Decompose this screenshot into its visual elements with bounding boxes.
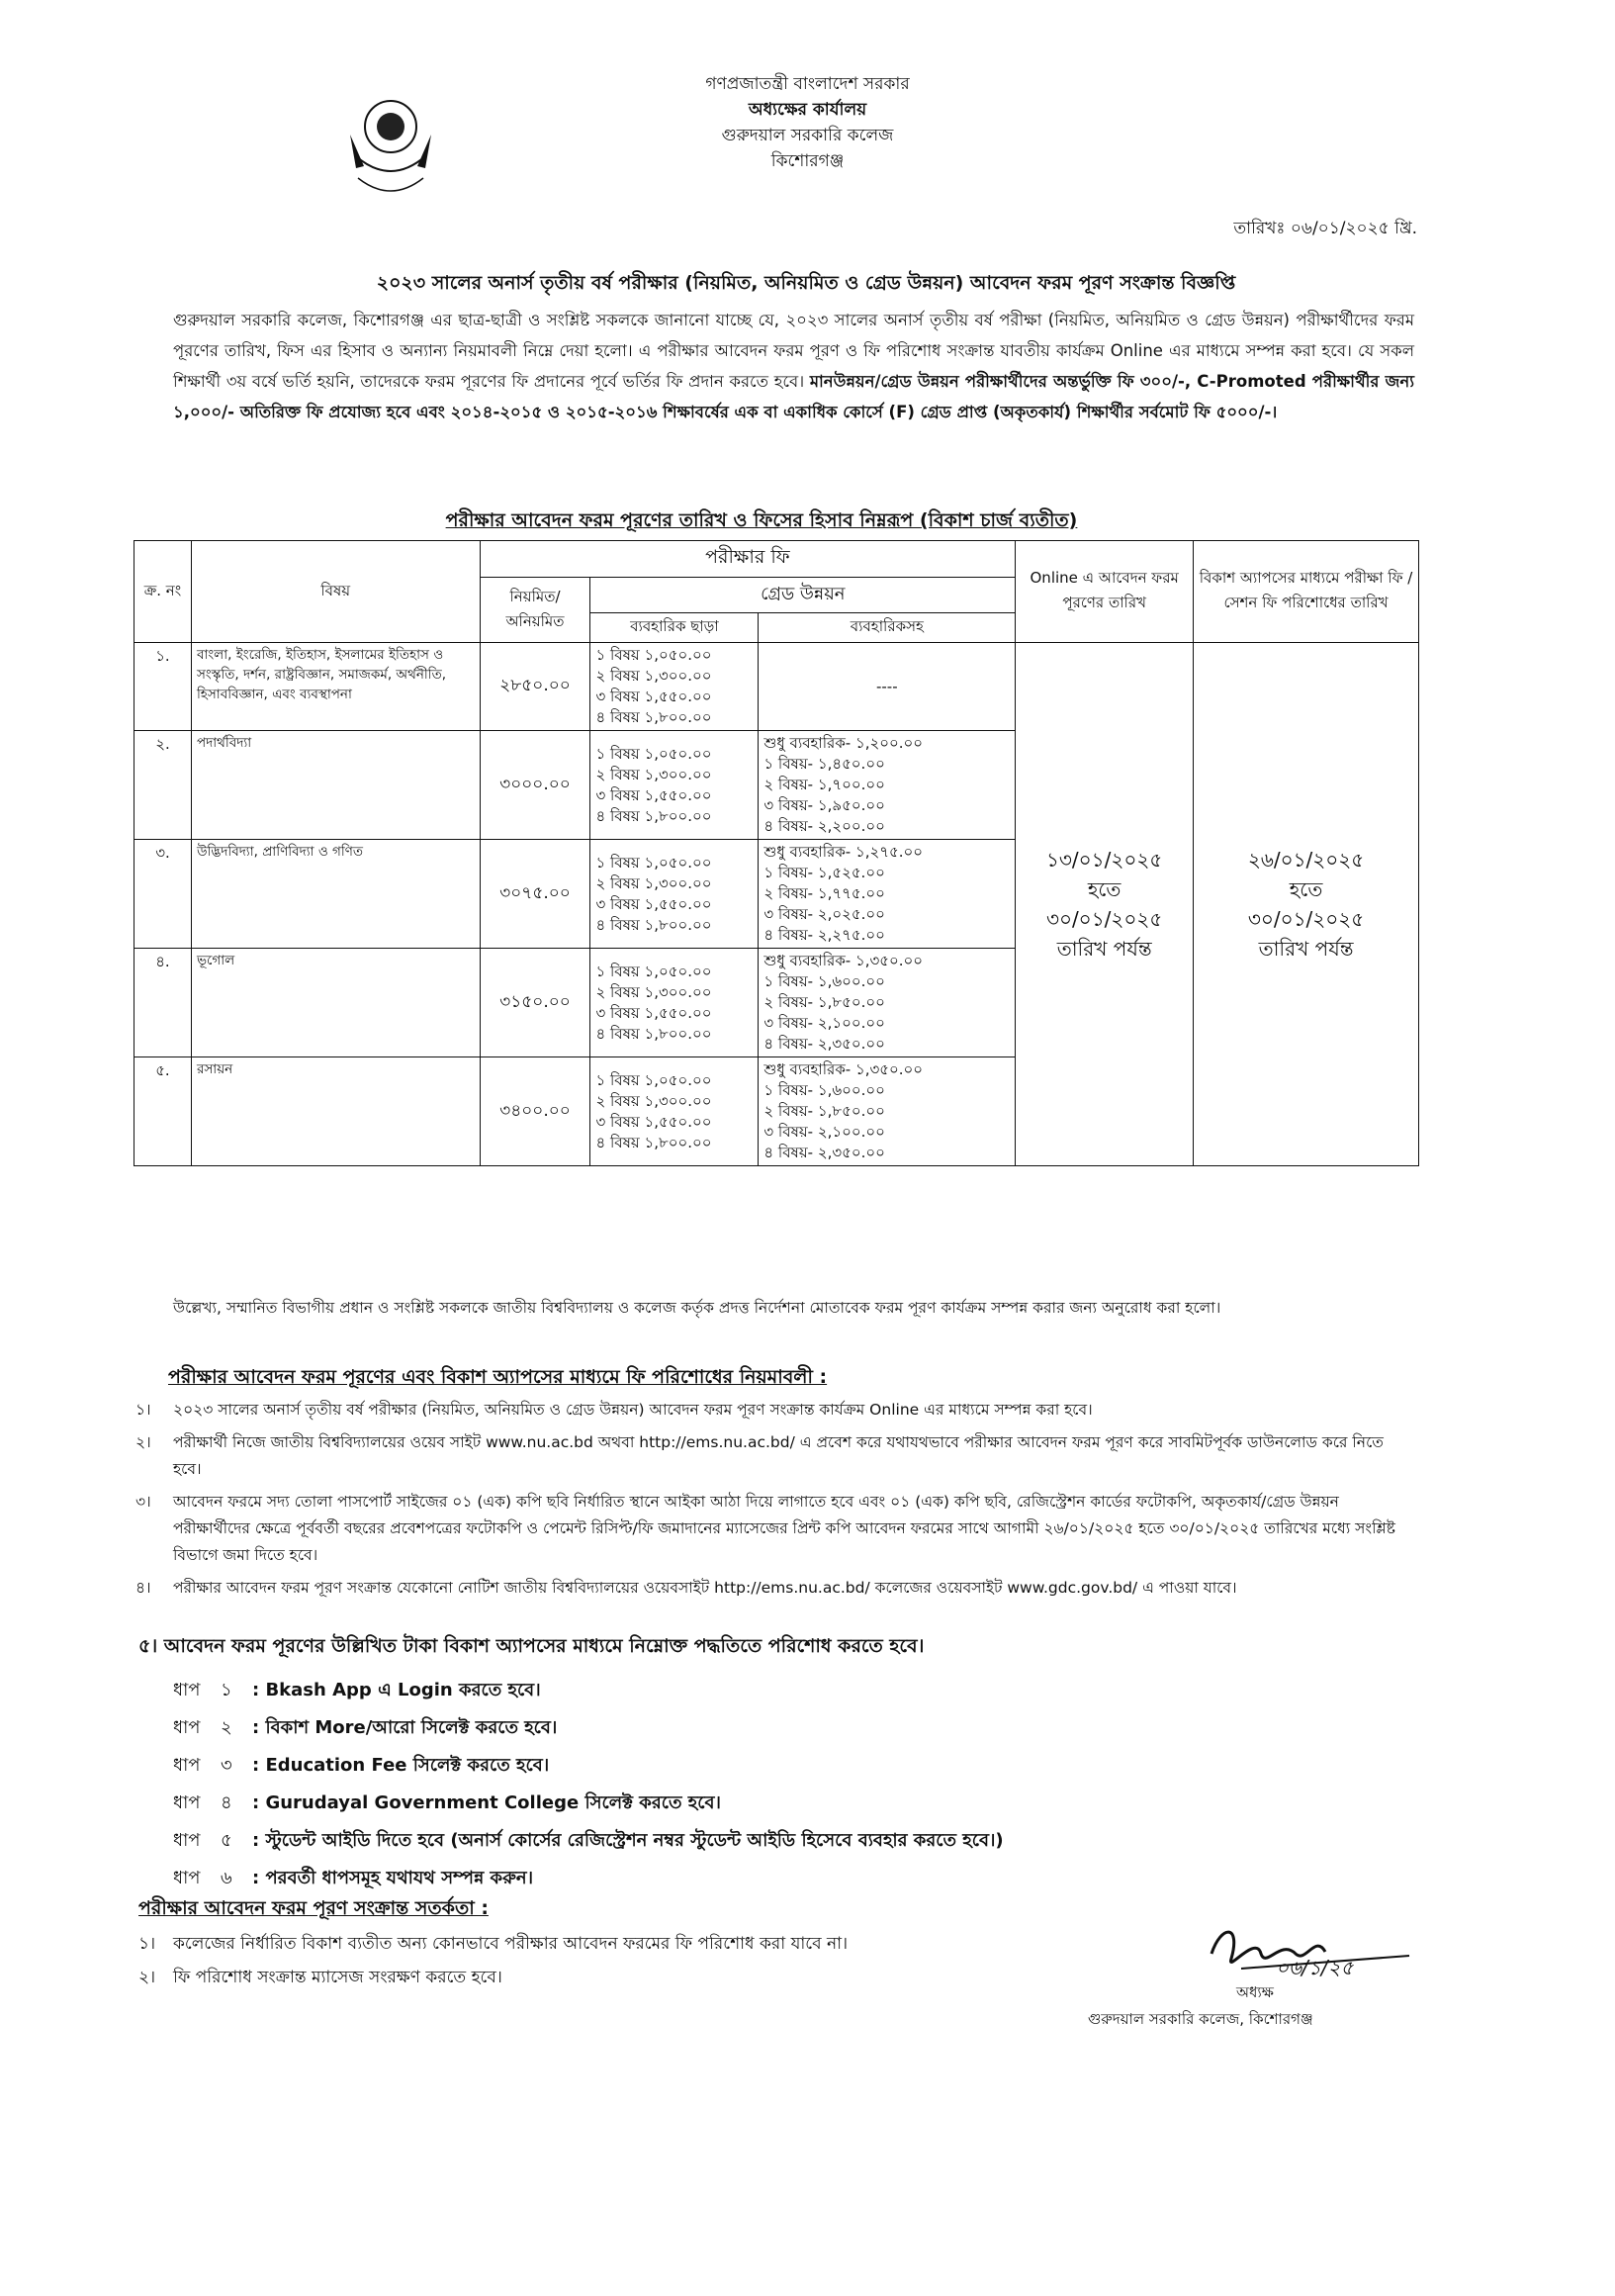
step-keyword: ধাপ [173,1717,201,1738]
notice-date: তারিখঃ ০৬/০১/২০২৫ খ্রি. [1233,219,1417,238]
rule-number: ১। [135,1401,151,1419]
header-serial: ক্র. নং [135,541,192,643]
intro-bold-text: মানউন্নয়ন/গ্রেড উন্নয়ন পরীক্ষার্থীদের অন্তর্ভুক্তি ফি ৩০০/-, C-Promoted পরীক্ষার্থীর জন্য ১,০০০/- অতিরিক্ত ফি প্রযোজ্য হবে এবং ২০১৪-২০১৫ ও ২০১৫-২০১৬ শিক্ষাবর্ষের এক বা একাধিক কোর্সে (F) গ্রেড প্রাপ্ত (অকৃতকার্য) শিক্ষার্থীর সর্বমোট ফি ৫০০০/-। [173,372,1415,421]
row-with-practical [759,731,1016,840]
step-item [173,1709,1004,1747]
intro-text: গুরুদয়াল সরকারি কলেজ, কিশোরগঞ্জ এর ছাত্র-ছাত্রী ও সংশ্লিষ্ট সকলকে জানানো যাচ্ছে যে, ২০২৩ সালের অনার্স তৃতীয় বর্ষ পরীক্ষা (নিয়মিত, অনিয়মিত ও গ্রেড উন্নয়ন) পরীক্ষার্থীদের ফরম পূরণের তারিখ, ফিস এর হিসাব ও অন্যান্য নিয়মাবলী নিম্নে দেয়া হলো। এ পরীক্ষার আবেদন ফরম পূরণ ও ফি পরিশোধ সংক্রান্ত যাবতীয় কার্যক্রম Online এর মাধ্যমে সম্পন্ন করা হবে। যে সকল শিক্ষার্থী ৩য় বর্ষে ভর্তি হয়নি, তাদেরকে ফরম পূরণের ফি প্রদানের পূর্বে ভর্তির ফি প্রদান করতে হবে। [173,311,1414,391]
date-line: ২৬/০১/২০২৫ [1247,848,1365,872]
step-text: : Education Fee সিলেক্ট করতে হবে। [252,1755,550,1776]
rules-list [135,1397,1414,1607]
date-line: হতে [1289,877,1323,901]
date-line: তারিখ পর্যন্ত [1056,937,1152,961]
step-number: ২ [221,1717,232,1738]
fee-line: শুধু ব্যবহারিক- ১,২০০.০০ [763,734,924,752]
warning-item [138,1961,1127,1994]
date-line: ১৩/০১/২০২৫ [1045,848,1163,872]
row-subject: বাংলা, ইংরেজি, ইতিহাস, ইসলামের ইতিহাস ও সংস্কৃতি, দর্শন, রাষ্ট্রবিজ্ঞান, সমাজকর্ম, অর্থনীতি, হিসাববিজ্ঞান, এবং ব্যবস্থাপনা [191,643,480,731]
row-regular-fee: ৩০৭৫.০০ [480,840,590,949]
date-line: তারিখ পর্যন্ত [1258,937,1354,961]
row-subject: রসায়ন [191,1057,480,1166]
fee-line: শুধু ব্যবহারিক- ১,৩৫০.০০ [763,1060,924,1078]
row-serial: ২. [135,731,192,840]
table-title: পরীক্ষার আবেদন ফরম পূরণের তারিখ ও ফিসের হিসাব নিম্নরূপ (বিকাশ চার্জ ব্যতীত) [445,509,1078,531]
step-number: ৪ [221,1792,232,1813]
header-online-date: Online এ আবেদন ফরম পূরণের তারিখ [1016,541,1194,643]
rule-text: ২০২৩ সালের অনার্স তৃতীয় বর্ষ পরীক্ষার (নিয়মিত, অনিয়মিত ও গ্রেড উন্নয়ন) আবেদন ফরম পূরণ সংক্রান্ত কার্যক্রম Online এর মাধ্যমে সম্পন্ন করা হবে। [173,1401,1093,1419]
fee-line: ৩ বিষয়- ১,৯৫০.০০ [763,796,885,814]
step-text: : স্টুডেন্ট আইডি দিতে হবে (অনার্স কোর্সের রেজিস্ট্রেশন নম্বর স্টুডেন্ট আইডি হিসেবে ব্যবহার করতে হবে।) [252,1830,1004,1851]
step-text: : পরবর্তী ধাপসমূহ যথাযথ সম্পন্ন করুন। [252,1868,534,1888]
fee-line: ৪ বিষয়- ২,২০০.০০ [763,817,885,835]
date-line: ৩০/০১/২০২৫ [1045,907,1163,931]
rules-title: পরীক্ষার আবেদন ফরম পূরণের এবং বিকাশ অ্যাপসের মাধ্যমে ফি পরিশোধের নিয়মাবলী : [168,1366,828,1388]
header-line-3: গুরুদয়াল সরকারি কলেজ [721,126,894,145]
notice-title: ২০২৩ সালের অনার্স তৃতীয় বর্ষ পরীক্ষার (নিয়মিত, অনিয়মিত ও গ্রেড উন্নয়ন) আবেদন ফরম পূরণ সংক্রান্ত বিজ্ঞপ্তি [376,272,1236,294]
step-number: ৫ [221,1830,232,1851]
step-text: : বিকাশ More/আরো সিলেক্ট করতে হবে। [252,1717,558,1738]
fee-line: ১ বিষয় ১,০৫০.০০ [595,1070,712,1089]
fee-line: ১ বিষয়- ১,৫২৫.০০ [763,864,885,881]
header-line-2: অধ্যক্ষের কার্যালয় [748,100,867,120]
row-with-practical [759,949,1016,1057]
fee-line: ২ বিষয়- ১,৮৫০.০০ [763,993,885,1011]
row-subject: ভূগোল [191,949,480,1057]
step-keyword: ধাপ [173,1755,201,1776]
warning-text: ফি পরিশোধ সংক্রান্ত ম্যাসেজ সংরক্ষণ করতে হবে। [173,1968,502,1987]
row-with-practical [759,643,1016,731]
step-number: ৩ [221,1755,232,1776]
header-grade-improvement: গ্রেড উন্নয়ন [590,578,1016,613]
row-without-practical [590,949,759,1057]
row-serial: ১. [135,643,192,731]
fee-line: ৪ বিষয়- ২,২৭৫.০০ [763,926,885,944]
fee-line: ৩ বিষয়- ২,০২৫.০০ [763,905,885,923]
fee-line: ২ বিষয় ১,৩০০.০০ [595,873,712,892]
fee-line: ৪ বিষয়- ২,৩৫০.০০ [763,1035,885,1053]
warning-number: ১। [138,1934,156,1954]
date-line: হতে [1087,877,1122,901]
fee-line: ২ বিষয়- ১,৭০০.০০ [763,776,885,793]
signature-date: ০৬/১/২৫ [1276,1956,1354,1979]
fee-line: ৪ বিষয় ১,৮০০.০০ [595,1024,712,1043]
header-line-4: কিশোরগঞ্জ [770,151,845,171]
step-item [173,1672,1004,1709]
fee-line: ১ বিষয় ১,০৫০.০০ [595,853,712,872]
row-serial: ৪. [135,949,192,1057]
fee-line: ৪ বিষয় ১,৮০০.০০ [595,708,712,726]
row-serial: ৫. [135,1057,192,1166]
step-number: ৬ [221,1868,232,1888]
rule-item [135,1397,1414,1424]
signature-designation: অধ্যক্ষ [1236,1983,1274,2001]
row-subject: উদ্ভিদবিদ্যা, প্রাণিবিদ্যা ও গণিত [191,840,480,949]
fee-line: ২ বিষয় ১,৩০০.০০ [595,667,712,685]
date-line: ৩০/০১/২০২৫ [1247,907,1365,931]
step-keyword: ধাপ [173,1792,201,1813]
fee-line: শুধু ব্যবহারিক- ১,২৭৫.০০ [763,843,924,861]
rule-5: ৫। আবেদন ফরম পূরণের উল্লিখিত টাকা বিকাশ অ্যাপসের মাধ্যমে নিম্নোক্ত পদ্ধতিতে পরিশোধ করতে হবে। [138,1635,925,1657]
fee-line: ৩ বিষয় ১,৫৫০.০০ [595,688,712,705]
step-item [173,1860,1004,1897]
fee-line: ৩ বিষয় ১,৫৫০.০০ [595,785,712,804]
warnings-list [138,1927,1127,1994]
step-item [173,1747,1004,1785]
rule-item [135,1429,1414,1483]
row-regular-fee: ২৮৫০.০০ [480,643,590,731]
fee-line: ১ বিষয়- ১,৪৫০.০০ [763,755,885,773]
table-row [135,643,1419,731]
fee-line: ২ বিষয়- ১,৭৭৫.০০ [763,884,885,902]
fee-line: ৩ বিষয় ১,৫৫০.০০ [595,1003,712,1022]
fee-line: ১ বিষয় ১,০৫০.০০ [595,744,712,763]
header-bkash-date: বিকাশ অ্যাপসের মাধ্যমে পরীক্ষা ফি / সেশন ফি পরিশোধের তারিখ [1194,541,1419,643]
header-subject: বিষয় [191,541,480,643]
warning-text: কলেজের নির্ধারিত বিকাশ ব্যতীত অন্য কোনভাবে পরীক্ষার আবেদন ফরমের ফি পরিশোধ করা যাবে না। [173,1934,849,1954]
row-regular-fee: ৩০০০.০০ [480,731,590,840]
online-date-range [1016,643,1194,1166]
row-without-practical [590,840,759,949]
rule-number: ২। [135,1433,151,1451]
rule-text: আবেদন ফরমে সদ্য তোলা পাসপোর্ট সাইজের ০১ (এক) কপি ছবি নির্ধারিত স্থানে আইকা আঠা দিয়ে লাগাতে হবে এবং ০১ (এক) কপি ছবি, রেজিস্ট্রেশন কার্ডের ফটোকপি, অকৃতকার্য/গ্রেড উন্নয়ন পরীক্ষার্থীদের ক্ষেত্রে পূর্ববর্তী বছরের প্রবেশপত্রের ফটোকপি ও পেমেন্ট রিসিপ্ট/ফি জমাদানের ম্যাসেজের প্রিন্ট কপি আবেদন ফরমের সাথে আগামী ২৬/০১/২০২৫ হতে ৩০/০১/২০২৫ তারিখের মধ্যে সংশ্লিষ্ট বিভাগে জমা দিতে হবে। [173,1493,1395,1564]
row-with-practical [759,840,1016,949]
fee-line: ৪ বিষয় ১,৮০০.০০ [595,1133,712,1151]
fee-line: ৩ বিষয় ১,৫৫০.০০ [595,1112,712,1131]
bkash-date-range [1194,643,1419,1166]
rule-number: ৪। [135,1579,151,1597]
step-keyword: ধাপ [173,1680,201,1700]
government-header [0,71,1615,174]
row-regular-fee: ৩৪০০.০০ [480,1057,590,1166]
fee-line: ২ বিষয় ১,৩০০.০০ [595,1091,712,1110]
signature-office: গুরুদয়াল সরকারি কলেজ, কিশোরগঞ্জ [1088,2010,1313,2028]
fee-line: ১ বিষয়- ১,৬০০.০০ [763,1081,885,1099]
fee-line: ৩ বিষয়- ২,১০০.০০ [763,1014,885,1032]
step-text: : Gurudayal Government College সিলেক্ট করতে হবে। [252,1792,721,1813]
header-exam-fee: পরীক্ষার ফি [480,541,1016,578]
fee-table [134,540,1419,1166]
row-without-practical [590,731,759,840]
fee-line: ---- [875,677,898,695]
row-regular-fee: ৩১৫০.০০ [480,949,590,1057]
fee-line: ১ বিষয় ১,০৫০.০০ [595,962,712,980]
header-line-1: গণপ্রজাতন্ত্রী বাংলাদেশ সরকার [705,74,910,94]
fee-line: ২ বিষয় ১,৩০০.০০ [595,765,712,783]
fee-line: ৩ বিষয়- ২,১০০.০০ [763,1123,885,1141]
bkash-steps [173,1672,1004,1897]
fee-line: ২ বিষয় ১,৩০০.০০ [595,982,712,1001]
note-paragraph: উল্লেখ্য, সম্মানিত বিভাগীয় প্রধান ও সংশ্লিষ্ট সকলকে জাতীয় বিশ্ববিদ্যালয় ও কলেজ কর্তৃক প্রদত্ত নির্দেশনা মোতাবেক ফরম পূরণ কার্যক্রম সম্পন্ন করার জন্য অনুরোধ করা হলো। [173,1299,1221,1317]
step-keyword: ধাপ [173,1868,201,1888]
rule-number: ৩। [135,1493,151,1511]
header-with-practical: ব্যবহারিকসহ [759,613,1016,643]
fee-line: ৪ বিষয়- ২,৩৫০.০০ [763,1144,885,1161]
row-subject: পদার্থবিদ্যা [191,731,480,840]
row-with-practical [759,1057,1016,1166]
rule-text: পরীক্ষার আবেদন ফরম পূরণ সংক্রান্ত যেকোনো নোটিশ জাতীয় বিশ্ববিদ্যালয়ের ওয়েবসাইট http://ems.nu.ac.bd/ কলেজের ওয়েবসাইট www.gdc.gov.bd/ এ পাওয়া যাবে। [173,1579,1237,1597]
step-keyword: ধাপ [173,1830,201,1851]
warning-number: ২। [138,1968,156,1987]
rule-text: পরীক্ষার্থী নিজে জাতীয় বিশ্ববিদ্যালয়ের ওয়েব সাইট www.nu.ac.bd অথবা http://ems.nu.ac.bd/ এ প্রবেশ করে যথাযথভাবে পরীক্ষার আবেদন ফরম পূরণ করে সাবমিটপূর্বক ডাউনলোড করে নিতে হবে। [173,1433,1384,1478]
step-item [173,1822,1004,1860]
fee-line: ২ বিষয়- ১,৮৫০.০০ [763,1102,885,1120]
row-serial: ৩. [135,840,192,949]
header-regular: নিয়মিত/ অনিয়মিত [480,578,590,643]
rule-item [135,1489,1414,1569]
rule-item [135,1575,1414,1602]
step-number: ১ [221,1680,232,1700]
fee-line: ১ বিষয়- ১,৬০০.০০ [763,972,885,990]
step-item [173,1785,1004,1822]
warnings-title: পরীক্ষার আবেদন ফরম পূরণ সংক্রান্ত সতর্কতা : [138,1897,489,1919]
header-without-practical: ব্যবহারিক ছাড়া [590,613,759,643]
fee-line: ১ বিষয় ১,০৫০.০০ [595,646,712,664]
intro-paragraph [173,305,1414,427]
fee-line: ৪ বিষয় ১,৮০০.০০ [595,915,712,934]
row-without-practical [590,643,759,731]
fee-line: ৪ বিষয় ১,৮০০.০০ [595,806,712,825]
warning-item [138,1927,1127,1961]
fee-line: ৩ বিষয় ১,৫৫০.০০ [595,894,712,913]
fee-line: শুধু ব্যবহারিক- ১,৩৫০.০০ [763,952,924,969]
row-without-practical [590,1057,759,1166]
step-text: : Bkash App এ Login করতে হবে। [252,1680,541,1700]
